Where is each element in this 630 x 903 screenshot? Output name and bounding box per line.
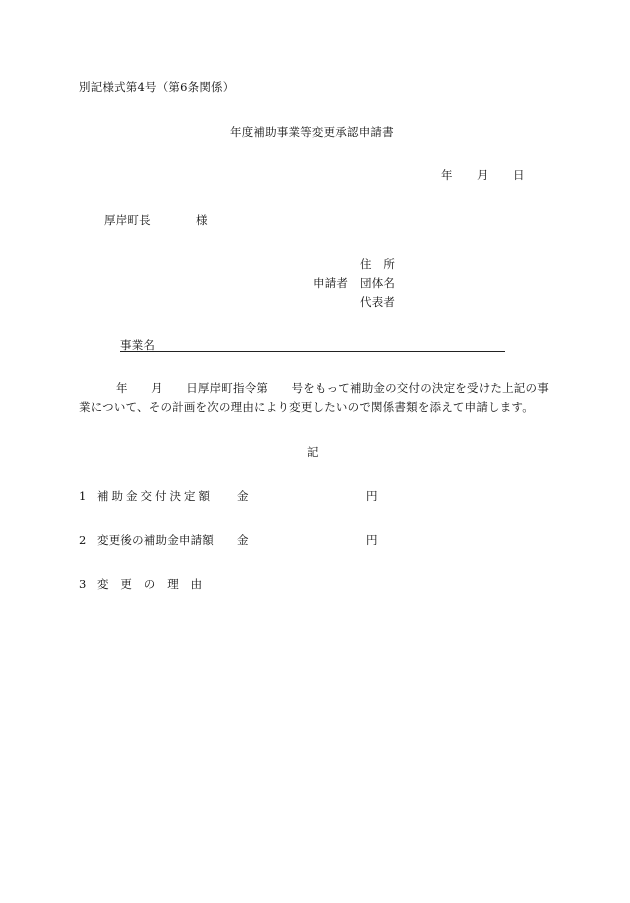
date-day-label: 日 <box>513 168 525 182</box>
ki-label: 記 <box>307 445 319 459</box>
item-1-label: 補助金交付決定額 <box>97 489 213 503</box>
item-3-number: 3 <box>79 577 87 591</box>
project-name-underline <box>120 337 505 352</box>
item-2-label: 変更後の補助金申請額 <box>97 533 214 547</box>
project-name-label: 事業名 <box>120 338 156 352</box>
date-year-label: 年 <box>441 168 453 182</box>
document-title: 年度補助事業等変更承認申請書 <box>230 125 394 139</box>
item-2-currency-prefix: 金 <box>237 533 249 547</box>
item-3-label: 変 更 の 理 由 <box>97 577 203 591</box>
applicant-label: 申請者 <box>313 276 349 290</box>
applicant-address-label: 住 所 <box>360 257 396 271</box>
date-month-label: 月 <box>477 168 489 182</box>
item-2-unit: 円 <box>366 533 378 547</box>
item-2-number: 2 <box>79 533 87 547</box>
addressee-honorific: 様 <box>196 213 208 227</box>
form-number: 別記様式第4号（第6条関係） <box>79 80 235 94</box>
addressee-name: 厚岸町長 <box>104 213 151 227</box>
body-text-line1: 年 月 日厚岸町指令第 号をもって補助金の交付の決定を受けた上記の事 <box>116 381 549 395</box>
body-text-line2: 業について、その計画を次の理由により変更したいので関係書類を添えて申請します。 <box>79 400 534 414</box>
item-1-number: 1 <box>79 489 87 503</box>
item-1-unit: 円 <box>366 489 378 503</box>
applicant-representative-label: 代表者 <box>360 295 396 309</box>
applicant-org-label: 団体名 <box>360 276 396 290</box>
item-1-currency-prefix: 金 <box>237 489 249 503</box>
